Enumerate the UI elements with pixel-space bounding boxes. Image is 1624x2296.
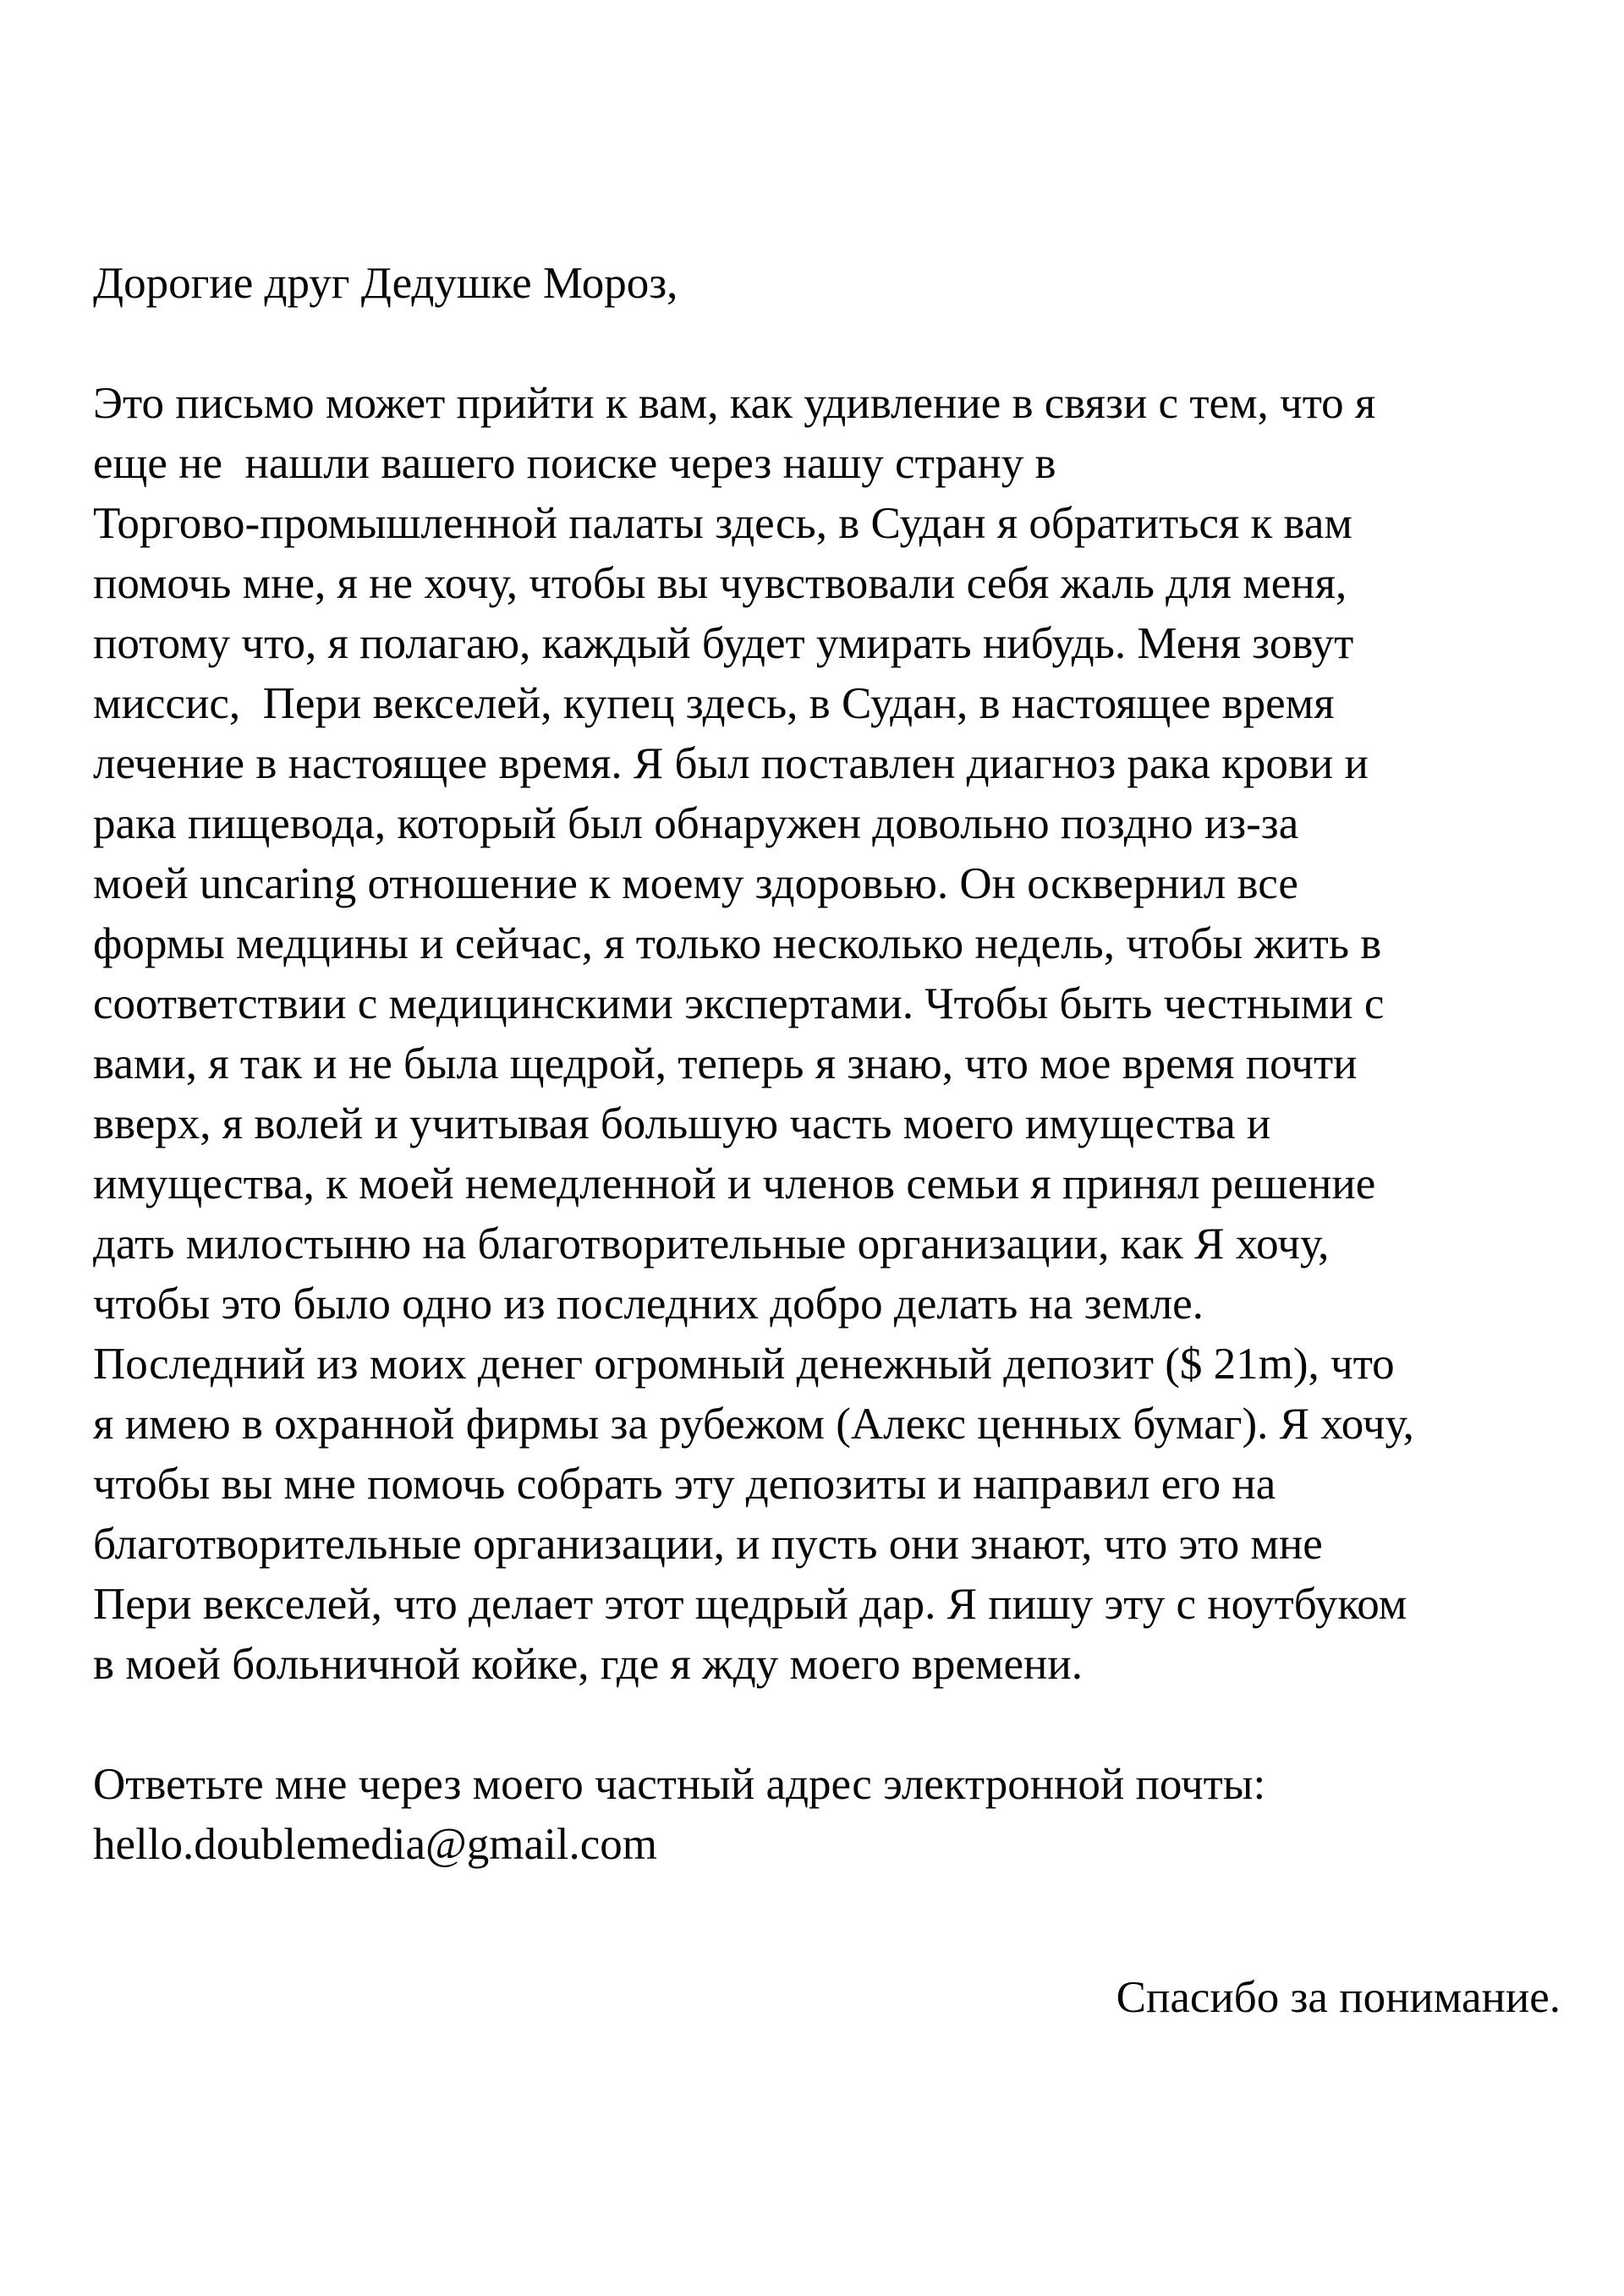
body-line: потому что, я полагаю, каждый будет умирать нибудь. Меня зовут bbox=[93, 619, 1354, 668]
greeting: Дорогие друг Дедушке Мороз, bbox=[93, 259, 678, 308]
body-line: чтобы это было одно из последних добро делать на земле. bbox=[93, 1280, 1204, 1329]
spacer bbox=[93, 1695, 1561, 1755]
body-line: дать милостыню на благотворительные организации, как Я хочу, bbox=[93, 1219, 1330, 1269]
email-address: hello.doublemedia@gmail.com bbox=[93, 1820, 657, 1869]
closing: Спасибо за понимание. bbox=[1116, 1973, 1561, 2022]
body-line: формы медцины и сейчас, я только несколько недель, чтобы жить в bbox=[93, 919, 1382, 968]
body-line: в моей больничной койке, где я жду моего времени. bbox=[93, 1640, 1083, 1689]
letter-body bbox=[93, 374, 1561, 1695]
body-line: Пери векселей, что делает этот щедрый дар. Я пишу эту с ноутбуком bbox=[93, 1580, 1407, 1629]
body-line: вверх, я волей и учитывая большую часть моего имущества и bbox=[93, 1099, 1271, 1148]
spacer bbox=[93, 314, 1561, 374]
body-line: рака пищевода, который был обнаружен довольно поздно из-за bbox=[93, 799, 1299, 848]
body-line: вами, я так и не была щедрой, теперь я знаю, что мое время почти bbox=[93, 1039, 1358, 1088]
body-line: лечение в настоящее время. Я был поставлен диагноз рака крови и bbox=[93, 739, 1369, 788]
reply-prompt: Ответьте мне через моего частный адрес электронной почты: bbox=[93, 1760, 1266, 1809]
letter-text-block bbox=[93, 254, 1561, 2028]
body-line: чтобы вы мне помочь собрать эту депозиты и направил его на bbox=[93, 1460, 1276, 1509]
body-line: помочь мне, я не хочу, чтобы вы чувствовали себя жаль для меня, bbox=[93, 559, 1347, 608]
body-line: имущества, к моей немедленной и членов семьи я принял решение bbox=[93, 1159, 1376, 1208]
body-line: еще не нашли вашего поиске через нашу страну в bbox=[93, 439, 1056, 488]
body-line: Последний из моих денег огромный денежный депозит ($ 21m), что bbox=[93, 1340, 1395, 1389]
body-line: соответствии с медицинскими экспертами. Чтобы быть честными с bbox=[93, 979, 1385, 1028]
body-line: я имею в охранной фирмы за рубежом (Алекс ценных бумаг). Я хочу, bbox=[93, 1400, 1414, 1449]
body-line: благотворительные организации, и пусть они знают, что это мне bbox=[93, 1520, 1323, 1569]
body-line: моей uncaring отношение к моему здоровью. Он осквернил все bbox=[93, 859, 1298, 908]
body-line: миссис, Пери векселей, купец здесь, в Судан, в настоящее время bbox=[93, 679, 1335, 728]
body-line: Это письмо может прийти к вам, как удивление в связи с тем, что я bbox=[93, 379, 1376, 428]
body-line: Торгово-промышленной палаты здесь, в Судан я обратиться к вам bbox=[93, 499, 1352, 548]
